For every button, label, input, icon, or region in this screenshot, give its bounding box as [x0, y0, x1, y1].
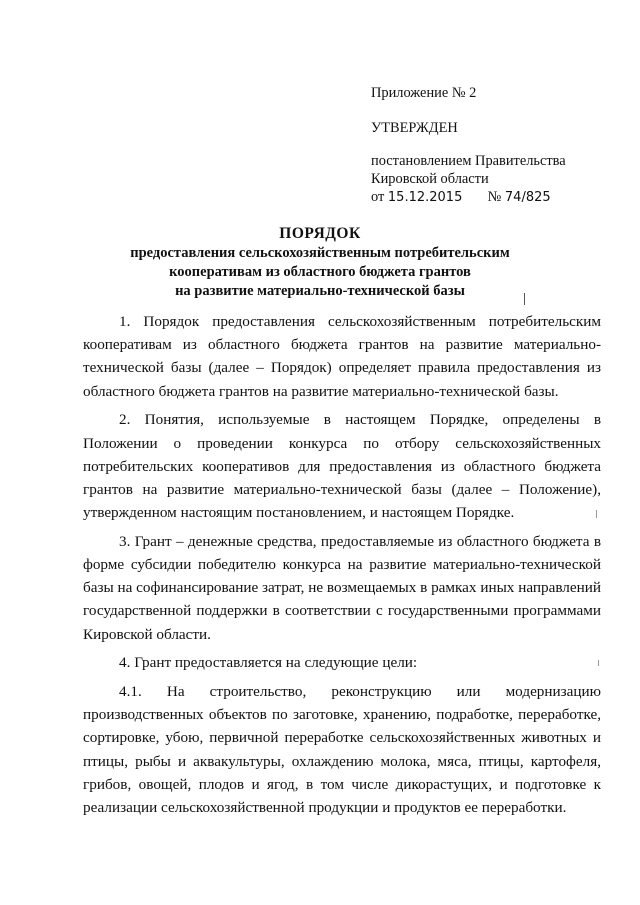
- paragraph-4: 4. Грант предоставляется на следующие цели:: [119, 654, 418, 672]
- scan-mark: [524, 293, 525, 305]
- document-title: [0, 224, 640, 301]
- scan-mark: [596, 510, 597, 518]
- paragraph-2: 2. Понятия, используемые в настоящем Порядке, определены в Положении о проведении конкурса по отбору сельскохозяйственных потребительских кооперативов для предоставления из областного бюджета грантов на развитие материально-технической базы (далее – Положение), утвержденном настоящим постановлением, и настоящем Порядке.: [83, 411, 601, 522]
- title-main: ПОРЯДОК: [279, 225, 361, 242]
- number-prefix: №: [487, 189, 502, 205]
- paragraph-1: 1. Порядок предоставления сельскохозяйственным потребительским кооперативам из областного бюджета грантов на развитие материально-технической базы (далее – Порядок) определяет правила предоставления из областного бюджета грантов на развитие материально-технической базы.: [83, 313, 601, 400]
- approved-heading: УТВЕРЖДЕН: [371, 120, 458, 136]
- handwritten-number: 74/825: [504, 190, 551, 205]
- document-body: [83, 310, 601, 819]
- decree-date-number: [371, 188, 551, 207]
- appendix-label: Приложение № 2: [371, 85, 477, 101]
- date-prefix: от: [371, 189, 385, 205]
- title-line-1: предоставления сельскохозяйственным потребительским: [130, 245, 510, 261]
- title-line-2: кооперативам из областного бюджета грантов: [169, 264, 471, 280]
- handwritten-date: 15.12.2015: [387, 190, 463, 205]
- scan-mark: [598, 660, 599, 666]
- paragraph-4-1: 4.1. На строительство, реконструкцию или модернизацию производственных объектов по заготовке, хранению, подработке, переработке, сортировке, убою, первичной переработке сельскохозяйственных животных и птицы, рыбы и аквакультуры, охлаждению молока, мяса, птицы, картофеля, грибов, овощей, плодов и ягод, в том числе дикорастущих, и подготовке к реализации сельскохозяйственной продукции и продуктов ее переработки.: [83, 683, 601, 817]
- decree-line-2: Кировской области: [371, 171, 489, 187]
- title-line-3: на развитие материально-технической базы: [175, 283, 465, 299]
- paragraph-3: 3. Грант – денежные средства, предоставляемые из областного бюджета в форме субсидии победителю конкурса на развитие материально-технической базы на софинансирование затрат, не возмещаемых в рамках иных направлений государственной поддержки в соответствии с государственными программами Кировской области.: [83, 532, 601, 643]
- decree-line-1: постановлением Правительства: [371, 153, 566, 169]
